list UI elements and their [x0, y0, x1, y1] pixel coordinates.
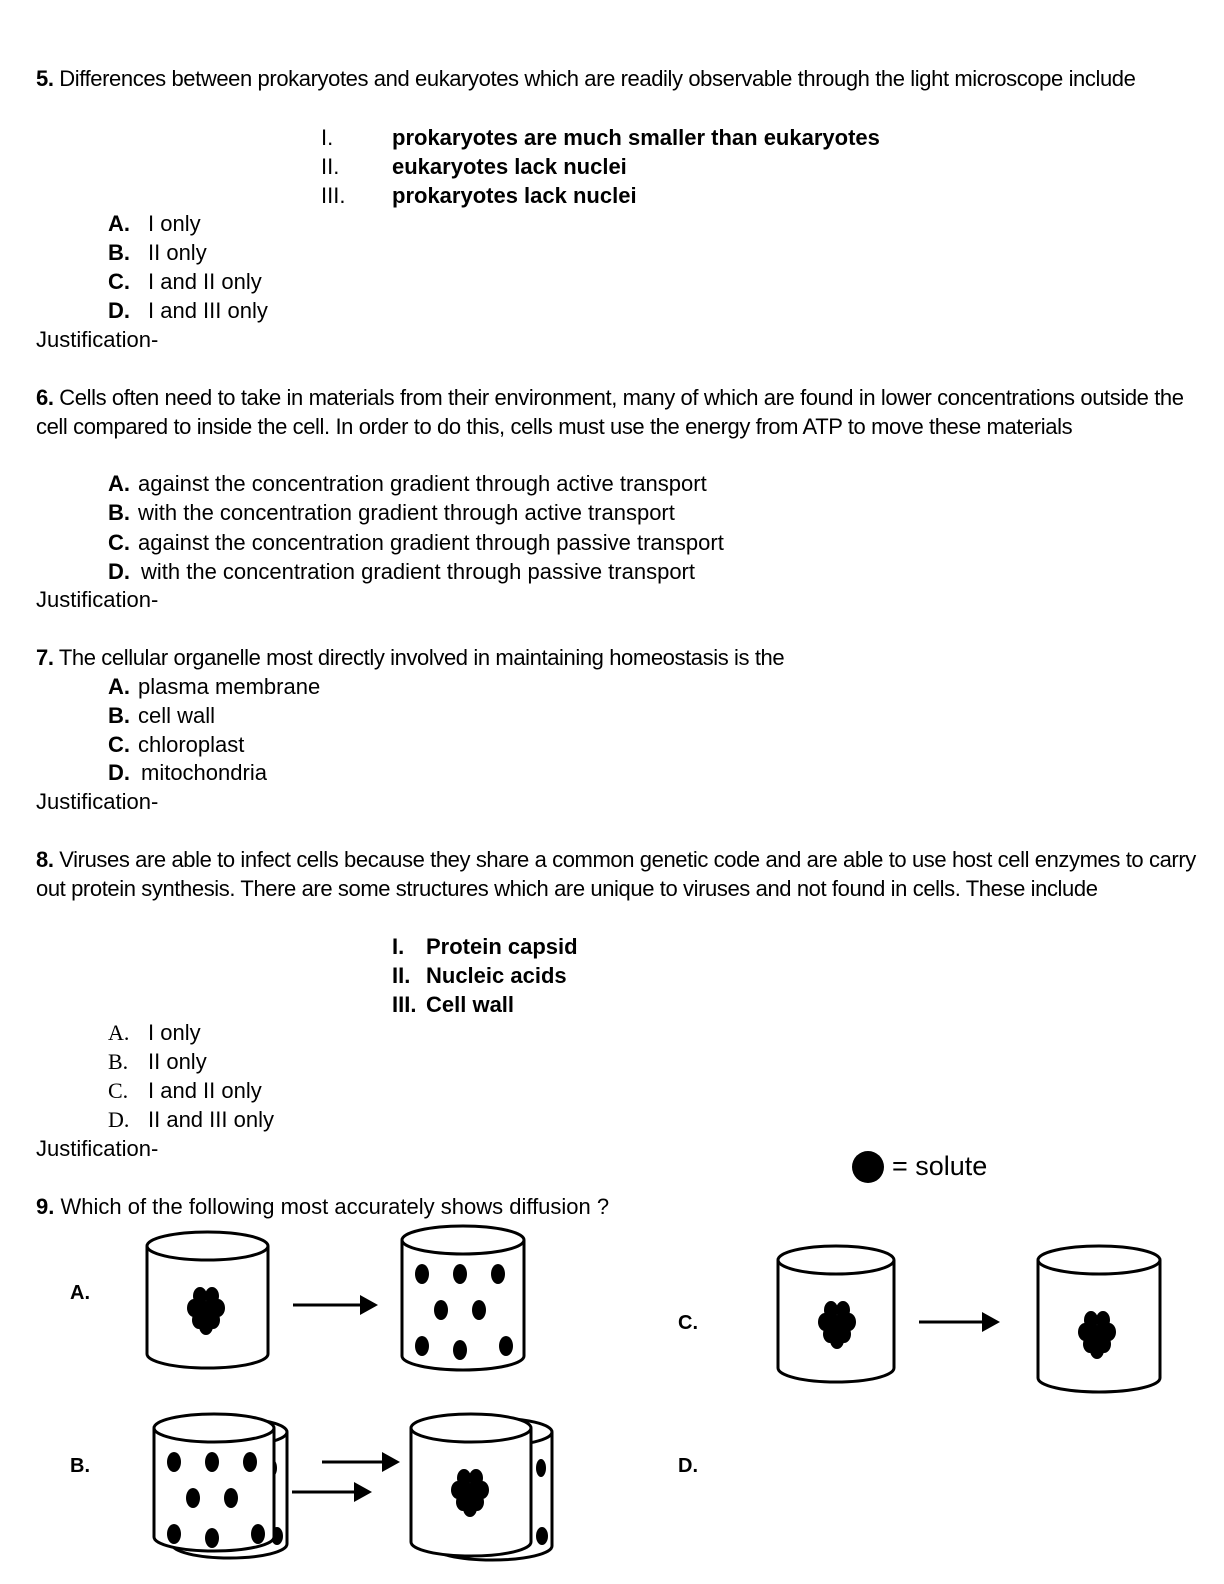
option-letter: D.: [108, 760, 130, 785]
q5-statement-3-text: prokaryotes lack nuclei: [392, 183, 637, 208]
arrow-head: [982, 1312, 1000, 1332]
option-text: chloroplast: [138, 732, 245, 757]
option-letter: A.: [108, 471, 130, 496]
option-letter: B.: [108, 1049, 129, 1074]
option-letter: B.: [108, 500, 130, 525]
solute-particle: [251, 1524, 265, 1544]
solute-particle: [491, 1264, 505, 1284]
option-letter: A.: [108, 1020, 130, 1045]
solute-particle: [536, 1527, 548, 1545]
q8-statement-text: Nucleic acids: [426, 963, 567, 988]
option-letter: D.: [108, 1107, 130, 1132]
option-letter: C.: [108, 269, 130, 294]
option-text: against the concentration gradient through active transport: [138, 471, 707, 496]
q7-stem-text: The cellular organelle most directly involved in maintaining homeostasis is the: [58, 645, 785, 670]
choice-a-label[interactable]: A.: [70, 1282, 90, 1304]
solute-particle: [167, 1452, 181, 1472]
cylinder-rim: [1038, 1246, 1160, 1274]
option-letter: B.: [108, 703, 130, 728]
q5-statement-numeral: II.: [321, 154, 340, 179]
solute-particle: [472, 1300, 486, 1320]
choice-b-arrow-1: [322, 1452, 400, 1472]
q7-number: 7.: [36, 645, 54, 670]
arrow-head: [360, 1295, 378, 1315]
option-letter: A.: [108, 211, 130, 236]
solute-particle: [415, 1336, 429, 1356]
solute-particle: [199, 1317, 213, 1335]
option-text: II only: [148, 1049, 207, 1074]
cylinder-rim: [411, 1414, 531, 1442]
q8-statement-numeral: III.: [392, 992, 417, 1017]
cylinder-rim: [778, 1246, 894, 1274]
option-letter: A.: [108, 674, 130, 699]
option-text: I only: [148, 1020, 201, 1045]
option-text: against the concentration gradient through passive transport: [138, 530, 724, 555]
q5-statement-numeral: I.: [321, 125, 334, 150]
option-text: cell wall: [138, 703, 216, 728]
choice-c-label[interactable]: C.: [678, 1312, 698, 1334]
option-text: II only: [148, 240, 207, 265]
choice-a-arrow: [293, 1295, 378, 1315]
option-letter: D.: [108, 559, 130, 584]
q6-number: 6.: [36, 385, 54, 410]
cylinder-rim: [147, 1232, 268, 1260]
solute-particle: [434, 1300, 448, 1320]
q7-justification-label: Justification-: [36, 789, 159, 814]
q6-stem-text: Cells often need to take in materials from their environment, many of which are found in lower concentrations outside the cell compared to inside the cell. In order to do this, cells must use the energy from ATP to move these materials: [36, 385, 1184, 439]
choice-b-label[interactable]: B.: [70, 1455, 90, 1477]
cylinder-rim: [154, 1414, 274, 1442]
choice-c-arrow: [919, 1312, 1000, 1332]
q5-statement-numeral: III.: [321, 183, 346, 208]
option-text: plasma membrane: [138, 674, 321, 699]
option-letter: C.: [108, 530, 130, 555]
solute-particle: [830, 1331, 844, 1349]
solute-particle: [415, 1264, 429, 1284]
option-text: I and III only: [148, 298, 268, 323]
q9-stem-text: Which of the following most accurately shows diffusion ?: [60, 1194, 610, 1219]
solute-particle: [463, 1499, 477, 1517]
option-text: I and II only: [148, 269, 262, 294]
q8-justification-label: Justification-: [36, 1136, 159, 1161]
arrow-head: [382, 1452, 400, 1472]
solute-particle: [453, 1264, 467, 1284]
arrow-head: [354, 1482, 372, 1502]
option-text: I and II only: [148, 1078, 262, 1103]
option-text: with the concentration gradient through passive transport: [141, 559, 695, 584]
q5-stem-text: Differences between prokaryotes and eukaryotes which are readily observable through the light microscope include: [59, 66, 1136, 91]
option-text: II and III only: [148, 1107, 274, 1132]
solute-particle: [224, 1488, 238, 1508]
q8-statement-text: Protein capsid: [426, 934, 578, 959]
solute-particle: [453, 1340, 467, 1360]
solute-particle: [536, 1459, 546, 1477]
solute-particle: [167, 1524, 181, 1544]
solute-particle: [205, 1452, 219, 1472]
q8-number: 8.: [36, 847, 54, 872]
choice-d-label[interactable]: D.: [678, 1455, 698, 1477]
choice-b-arrow-2: [292, 1482, 372, 1502]
q8-statement-numeral: II.: [392, 963, 411, 988]
q8-statement-text: Cell wall: [426, 992, 515, 1017]
solute-particle: [243, 1452, 257, 1472]
solute-particle: [205, 1528, 219, 1548]
q5-statement-1-text: prokaryotes are much smaller than eukaryotes: [392, 125, 880, 150]
option-text: I only: [148, 211, 201, 236]
legend-text: = solute: [892, 1151, 988, 1181]
option-letter: C.: [108, 1078, 129, 1103]
q8-statement-numeral: I.: [392, 934, 405, 959]
solute-particle: [499, 1336, 513, 1356]
option-text: mitochondria: [141, 760, 267, 785]
option-text: with the concentration gradient through active transport: [138, 500, 675, 525]
cylinder-rim: [402, 1226, 524, 1254]
q5-number: 5.: [36, 66, 54, 91]
option-letter: C.: [108, 732, 130, 757]
q8-stem-text: Viruses are able to infect cells because they share a common genetic code and are able to use host cell enzymes to carry out protein synthesis. There are some structures which are unique to viruses and not found in cells. These include: [36, 847, 1196, 901]
option-letter: D.: [108, 298, 130, 323]
solute-particle: [186, 1488, 200, 1508]
q5-statement-2-text: eukaryotes lack nuclei: [392, 154, 627, 179]
solute-particle: [1090, 1341, 1104, 1359]
option-letter: B.: [108, 240, 130, 265]
q5-justification-label: Justification-: [36, 327, 159, 352]
q9-number: 9.: [36, 1194, 55, 1219]
q6-justification-label: Justification-: [36, 587, 159, 612]
